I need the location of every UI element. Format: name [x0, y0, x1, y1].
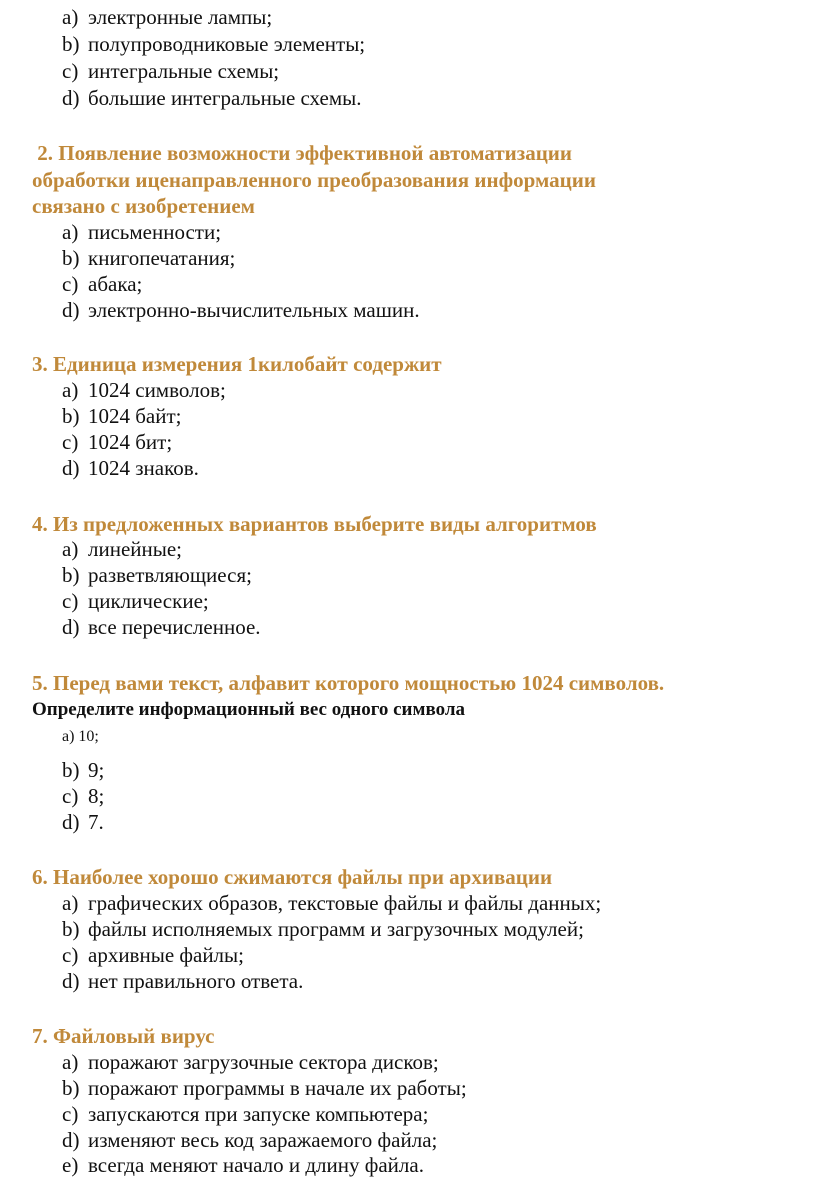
q2-title-line-2: обработки иценаправленного преобразования информации: [32, 168, 596, 192]
q7-option-a: a) поражают загрузочные сектора дисков;: [62, 1050, 439, 1074]
q4-option-c: c) циклические;: [62, 589, 209, 613]
q1-option-b: b) полупроводниковые элементы;: [62, 32, 366, 56]
q3-option-c: c) 1024 бит;: [62, 430, 173, 454]
q4-option-d: d) все перечисленное.: [62, 615, 261, 639]
q2-option-b: b) книгопечатания;: [62, 246, 236, 270]
q5-option-a: а) 10;: [62, 728, 99, 745]
q3-option-a: a) 1024 символов;: [62, 378, 226, 402]
q3-option-b: b) 1024 байт;: [62, 404, 182, 428]
q7-option-e: e) всегда меняют начало и длину файла.: [62, 1153, 424, 1177]
q6-option-d: d) нет правильного ответа.: [62, 969, 304, 993]
q7-option-b: b) поражают программы в начале их работы;: [62, 1076, 467, 1100]
q1-option-c: c) интегральные схемы;: [62, 59, 280, 83]
q7-title: 7. Файловый вирус: [32, 1024, 215, 1048]
q7-option-d: d) изменяют весь код заражаемого файла;: [62, 1128, 438, 1152]
q5-option-b: b) 9;: [62, 758, 105, 782]
q6-option-b: b) файлы исполняемых программ и загрузочных модулей;: [62, 917, 584, 941]
q5-title: 5. Перед вами текст, алфавит которого мощностью 1024 символов.: [32, 671, 665, 695]
q5-subtitle: Определите информационный вес одного символа: [32, 699, 465, 720]
q5-option-c: c) 8;: [62, 784, 105, 808]
q2-title-line-1: 2. Появление возможности эффективной автоматизации: [32, 141, 573, 165]
q2-title-line-3: связано с изобретением: [32, 194, 255, 218]
q3-title: 3. Единица измерения 1килобайт содержит: [32, 352, 442, 376]
q2-option-d: d) электронно-вычислительных машин.: [62, 298, 420, 322]
q5-option-d: d) 7.: [62, 810, 104, 834]
q4-title: 4. Из предложенных вариантов выберите виды алгоритмов: [32, 512, 597, 536]
q2-option-c: c) абака;: [62, 272, 143, 296]
q7-option-c: c) запускаются при запуске компьютера;: [62, 1102, 429, 1126]
q3-option-d: d) 1024 знаков.: [62, 456, 199, 480]
q1-option-a: a) электронные лампы;: [62, 5, 273, 29]
q6-title: 6. Наиболее хорошо сжимаются файлы при архивации: [32, 865, 553, 889]
q4-option-a: a) линейные;: [62, 537, 183, 561]
q6-option-a: a) графических образов, текстовые файлы и файлы данных;: [62, 891, 602, 915]
q1-option-d: d) большие интегральные схемы.: [62, 86, 362, 110]
q4-option-b: b) разветвляющиеся;: [62, 563, 252, 587]
q2-option-a: a) письменности;: [62, 220, 222, 244]
q6-option-c: c) архивные файлы;: [62, 943, 244, 967]
